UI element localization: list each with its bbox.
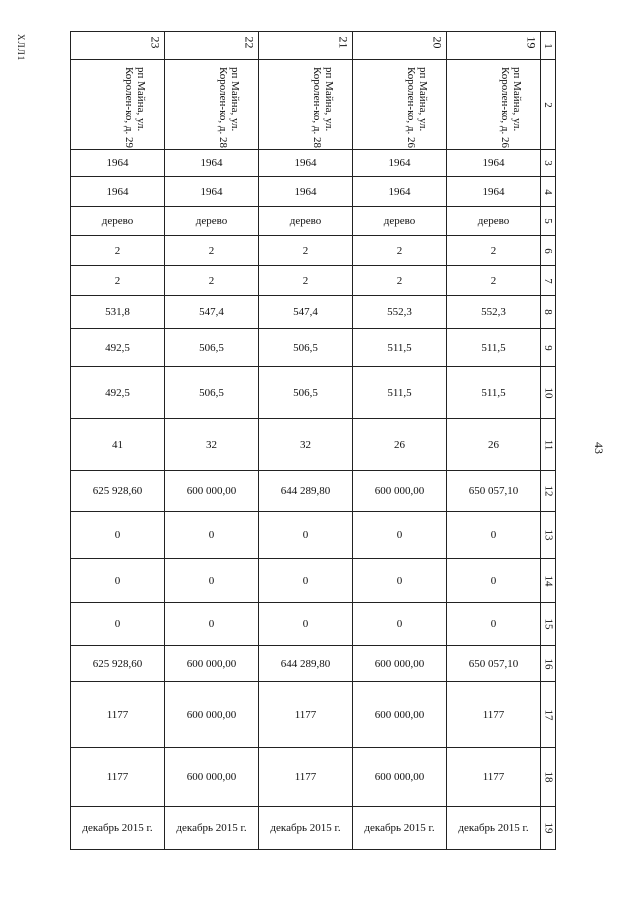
row-number-cell xyxy=(541,419,556,471)
table-cell-budget-local: 0 xyxy=(71,603,165,646)
table-cell-budget-subject: 0 xyxy=(71,559,165,603)
row-number: 13 xyxy=(542,529,554,541)
table-cell-area-living: 506,5 xyxy=(165,329,259,367)
row-number-cell xyxy=(541,296,556,329)
table-cell-cost-total: 600 000,00 xyxy=(353,471,447,512)
column-number-cell xyxy=(71,32,165,60)
table-row xyxy=(71,603,556,646)
row-number: 1 xyxy=(542,42,554,49)
table-cell-residents: 32 xyxy=(259,419,353,471)
table-row xyxy=(71,177,556,207)
table-cell-area-living-2: 492,5 xyxy=(71,367,165,419)
address-cell xyxy=(71,60,165,150)
corner-mark-text: ХЛЛ1 xyxy=(16,34,26,62)
table-cell-max-unit-cost: 600 000,00 xyxy=(165,748,259,807)
address-text: рп Майна, ул. Королен-ко, д. 26 xyxy=(405,67,429,148)
table-cell-owners-funds: 600 000,00 xyxy=(165,646,259,682)
table-cell-budget-local: 0 xyxy=(259,603,353,646)
page-number xyxy=(590,442,610,466)
row-number-cell xyxy=(541,367,556,419)
table-cell-max-unit-cost: 1177 xyxy=(71,748,165,807)
table-cell-cost-total: 600 000,00 xyxy=(165,471,259,512)
row-number-cell xyxy=(541,807,556,850)
address-cell xyxy=(259,60,353,150)
column-number-cell xyxy=(447,32,541,60)
table-cell-year-commissioned: 1964 xyxy=(71,177,165,207)
table-row xyxy=(71,807,556,850)
column-number-cell xyxy=(353,32,447,60)
row-number-cell xyxy=(541,646,556,682)
row-number-cell xyxy=(541,60,556,150)
table-cell-wall-material: дерево xyxy=(165,207,259,236)
table-cell-owners-funds: 600 000,00 xyxy=(353,646,447,682)
address-text: рп Майна, ул. Королен-ко, д. 28 xyxy=(217,67,241,148)
table-cell-owners-funds: 650 057,10 xyxy=(447,646,541,682)
table-cell-year-built: 1964 xyxy=(259,150,353,177)
row-number: 10 xyxy=(542,387,554,398)
row-number: 5 xyxy=(542,218,554,224)
table-cell-area-living-2: 506,5 xyxy=(259,367,353,419)
row-number: 6 xyxy=(542,247,554,254)
address-cell xyxy=(447,60,541,150)
column-number-cell xyxy=(259,32,353,60)
table-cell-year-built: 1964 xyxy=(71,150,165,177)
row-number: 15 xyxy=(542,618,554,630)
table-row xyxy=(71,682,556,748)
table-cell-budget-local: 0 xyxy=(353,603,447,646)
table-cell-fund-share: 0 xyxy=(353,512,447,559)
table-cell-max-unit-cost: 600 000,00 xyxy=(353,748,447,807)
row-number: 9 xyxy=(542,344,554,351)
table-cell-residents: 26 xyxy=(447,419,541,471)
table-row xyxy=(71,512,556,559)
table-cell-entrances: 2 xyxy=(259,266,353,296)
table-cell-cost-total: 644 289,80 xyxy=(259,471,353,512)
row-number: 8 xyxy=(542,309,554,315)
table-row xyxy=(71,419,556,471)
table-cell-year-commissioned: 1964 xyxy=(353,177,447,207)
table-cell-entrances: 2 xyxy=(71,266,165,296)
row-number: 3 xyxy=(542,160,554,166)
table-row xyxy=(71,266,556,296)
table-cell-fund-share: 0 xyxy=(165,512,259,559)
table-cell-budget-subject: 0 xyxy=(165,559,259,603)
table-cell-area-living-2: 511,5 xyxy=(447,367,541,419)
table-row xyxy=(71,367,556,419)
table-cell-area-living: 492,5 xyxy=(71,329,165,367)
table-row xyxy=(71,236,556,266)
row-number-cell xyxy=(541,512,556,559)
table-cell-floors: 2 xyxy=(71,236,165,266)
table-cell-owners-funds: 625 928,60 xyxy=(71,646,165,682)
table-cell-area-living-2: 506,5 xyxy=(165,367,259,419)
row-number-cell xyxy=(541,266,556,296)
row-number: 18 xyxy=(542,771,554,783)
row-number: 7 xyxy=(542,277,554,284)
table-cell-area-living: 511,5 xyxy=(353,329,447,367)
table-cell-entrances: 2 xyxy=(447,266,541,296)
table-cell-max-unit-cost: 1177 xyxy=(259,748,353,807)
row-number-cell xyxy=(541,236,556,266)
table-row xyxy=(71,559,556,603)
table-cell-cost-total: 650 057,10 xyxy=(447,471,541,512)
table-cell-area-living: 511,5 xyxy=(447,329,541,367)
column-number: 23 xyxy=(148,36,163,49)
row-number-cell xyxy=(541,603,556,646)
table-cell-budget-local: 0 xyxy=(447,603,541,646)
address-text: рп Майна, ул. Королен-ко, д. 26 xyxy=(499,67,523,148)
row-number: 11 xyxy=(542,439,554,450)
row-number: 12 xyxy=(542,485,554,497)
table-row xyxy=(71,32,556,60)
column-number-cell xyxy=(165,32,259,60)
table-cell-deadline: декабрь 2015 г. xyxy=(165,807,259,850)
table-cell-entrances: 2 xyxy=(353,266,447,296)
table-cell-area-total: 552,3 xyxy=(447,296,541,329)
table-cell-unit-cost: 1177 xyxy=(71,682,165,748)
table-cell-residents: 41 xyxy=(71,419,165,471)
table-cell-max-unit-cost: 1177 xyxy=(447,748,541,807)
table-cell-wall-material: дерево xyxy=(353,207,447,236)
table-cell-budget-subject: 0 xyxy=(353,559,447,603)
row-number-cell xyxy=(541,207,556,236)
row-number-cell xyxy=(541,748,556,807)
table-cell-area-living-2: 511,5 xyxy=(353,367,447,419)
page-number-text: 43 xyxy=(592,442,606,454)
table-cell-area-total: 547,4 xyxy=(165,296,259,329)
table-cell-unit-cost: 1177 xyxy=(259,682,353,748)
table-cell-area-total: 531,8 xyxy=(71,296,165,329)
table-cell-budget-subject: 0 xyxy=(259,559,353,603)
table-cell-entrances: 2 xyxy=(165,266,259,296)
table-cell-cost-total: 625 928,60 xyxy=(71,471,165,512)
column-number: 21 xyxy=(336,36,351,49)
table-row xyxy=(71,646,556,682)
row-number: 19 xyxy=(542,822,554,834)
table-cell-year-commissioned: 1964 xyxy=(165,177,259,207)
row-number-cell xyxy=(541,32,556,60)
table-row xyxy=(71,296,556,329)
column-number: 19 xyxy=(524,36,539,49)
table-row xyxy=(71,207,556,236)
row-number-cell xyxy=(541,559,556,603)
table-cell-floors: 2 xyxy=(165,236,259,266)
row-number-cell xyxy=(541,471,556,512)
corner-mark xyxy=(14,34,26,70)
table-cell-fund-share: 0 xyxy=(259,512,353,559)
row-number-cell xyxy=(541,150,556,177)
table-cell-residents: 26 xyxy=(353,419,447,471)
address-text: рп Майна, ул. Королен-ко, д. 28 xyxy=(311,67,335,148)
table-row xyxy=(71,748,556,807)
row-number-cell xyxy=(541,177,556,207)
table-row xyxy=(71,60,556,150)
table-cell-budget-local: 0 xyxy=(165,603,259,646)
row-number-cell xyxy=(541,682,556,748)
table-cell-wall-material: дерево xyxy=(447,207,541,236)
table-cell-year-built: 1964 xyxy=(447,150,541,177)
address-cell xyxy=(165,60,259,150)
table-cell-wall-material: дерево xyxy=(71,207,165,236)
table-cell-deadline: декабрь 2015 г. xyxy=(71,807,165,850)
row-number: 14 xyxy=(542,575,554,586)
housing-repair-table xyxy=(70,31,556,850)
table-cell-unit-cost: 600 000,00 xyxy=(165,682,259,748)
address-text: рп Майна, ул. Королен-ко, д. 29 xyxy=(123,67,147,148)
table-cell-area-total: 547,4 xyxy=(259,296,353,329)
table-cell-deadline: декабрь 2015 г. xyxy=(259,807,353,850)
table-cell-budget-subject: 0 xyxy=(447,559,541,603)
table-row xyxy=(71,329,556,367)
table-cell-year-commissioned: 1964 xyxy=(447,177,541,207)
row-number: 17 xyxy=(542,709,554,720)
table-cell-area-total: 552,3 xyxy=(353,296,447,329)
table-cell-floors: 2 xyxy=(259,236,353,266)
table-cell-wall-material: дерево xyxy=(259,207,353,236)
address-cell xyxy=(353,60,447,150)
table-cell-deadline: декабрь 2015 г. xyxy=(447,807,541,850)
table-cell-year-commissioned: 1964 xyxy=(259,177,353,207)
column-number: 22 xyxy=(242,36,257,49)
row-number: 2 xyxy=(542,101,554,108)
table-cell-year-built: 1964 xyxy=(165,150,259,177)
table-cell-floors: 2 xyxy=(353,236,447,266)
row-number: 4 xyxy=(542,188,554,195)
table-cell-owners-funds: 644 289,80 xyxy=(259,646,353,682)
table-cell-fund-share: 0 xyxy=(71,512,165,559)
row-number: 16 xyxy=(542,658,554,669)
table-cell-unit-cost: 1177 xyxy=(447,682,541,748)
row-number-cell xyxy=(541,329,556,367)
column-number: 20 xyxy=(430,36,445,49)
table-cell-unit-cost: 600 000,00 xyxy=(353,682,447,748)
table-cell-floors: 2 xyxy=(447,236,541,266)
table-cell-deadline: декабрь 2015 г. xyxy=(353,807,447,850)
table-cell-area-living: 506,5 xyxy=(259,329,353,367)
table-cell-residents: 32 xyxy=(165,419,259,471)
table-cell-year-built: 1964 xyxy=(353,150,447,177)
table-cell-fund-share: 0 xyxy=(447,512,541,559)
table-row xyxy=(71,471,556,512)
table-row xyxy=(71,150,556,177)
